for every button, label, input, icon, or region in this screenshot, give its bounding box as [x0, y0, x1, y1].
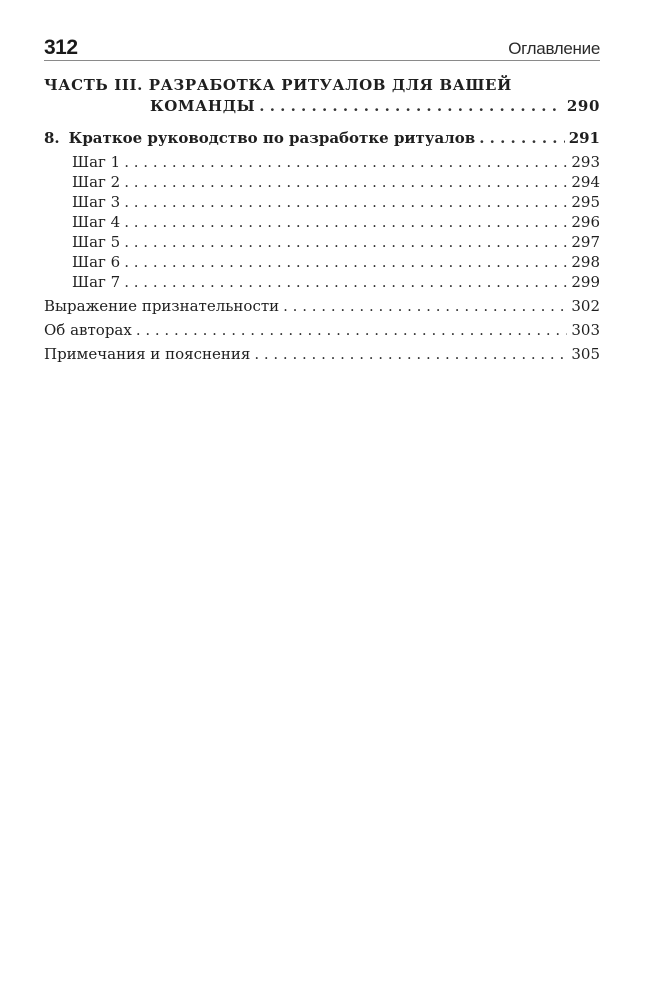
- entry-label: Шаг 2: [72, 173, 121, 191]
- dot-leader: [124, 252, 567, 272]
- toc-entry-about-authors[interactable]: [44, 320, 600, 340]
- toc-entry-step-7[interactable]: [72, 272, 600, 292]
- entry-label: Выражение признательности: [44, 297, 280, 315]
- toc-entry-chapter-8[interactable]: [44, 128, 600, 148]
- dot-leader: [283, 296, 567, 316]
- section-title: Оглавление: [508, 39, 600, 58]
- toc-entry-step-5[interactable]: [72, 232, 600, 252]
- dot-leader: [136, 320, 568, 340]
- page-number: 312: [44, 36, 78, 59]
- entry-label: Шаг 5: [72, 233, 121, 251]
- entry-label: Примечания и пояснения: [44, 345, 251, 363]
- page-ref: 296: [571, 213, 600, 231]
- dot-leader: [124, 212, 567, 232]
- dot-leader: [259, 96, 563, 116]
- page-ref: 299: [571, 273, 600, 291]
- dot-leader: [254, 344, 567, 364]
- entry-label: Шаг 4: [72, 213, 121, 231]
- dot-leader: [124, 152, 567, 172]
- toc-entry-step-6[interactable]: [72, 252, 600, 272]
- running-header: [44, 34, 600, 61]
- page-ref: 291: [568, 129, 600, 147]
- page-ref: 302: [571, 297, 600, 315]
- toc-entry-step-4[interactable]: [72, 212, 600, 232]
- toc-entry-notes[interactable]: [44, 344, 600, 364]
- dot-leader: [124, 172, 567, 192]
- toc-entry-step-3[interactable]: [72, 192, 600, 212]
- dot-leader: [124, 272, 567, 292]
- entry-label: Шаг 3: [72, 193, 121, 211]
- page-ref: 303: [571, 321, 600, 339]
- chapter-number: 8.: [44, 129, 60, 147]
- page-ref: 305: [571, 345, 600, 363]
- part-title-line2: КОМАНДЫ: [150, 97, 256, 115]
- page-ref: 297: [571, 233, 600, 251]
- entry-label: Шаг 7: [72, 273, 121, 291]
- dot-leader: [124, 192, 567, 212]
- page-ref: 294: [571, 173, 600, 191]
- page-ref: 298: [571, 253, 600, 271]
- toc-entry-step-2[interactable]: [72, 172, 600, 192]
- page-ref: 293: [571, 153, 600, 171]
- dot-leader: [479, 128, 565, 148]
- entry-label: Шаг 1: [72, 153, 121, 171]
- page-ref: 295: [571, 193, 600, 211]
- dot-leader: [124, 232, 567, 252]
- toc-entry-part-3[interactable]: [150, 96, 600, 116]
- chapter-title: Краткое руководство по разработке ритуалов: [68, 129, 476, 147]
- entry-label: Об авторах: [44, 321, 132, 339]
- toc-entry-step-1[interactable]: [72, 152, 600, 172]
- page-ref: 290: [566, 97, 600, 115]
- toc-entry-acknowledgements[interactable]: [44, 296, 600, 316]
- part-title-line1: ЧАСТЬ III. РАЗРАБОТКА РИТУАЛОВ ДЛЯ ВАШЕЙ: [44, 76, 512, 94]
- entry-label: Шаг 6: [72, 253, 121, 271]
